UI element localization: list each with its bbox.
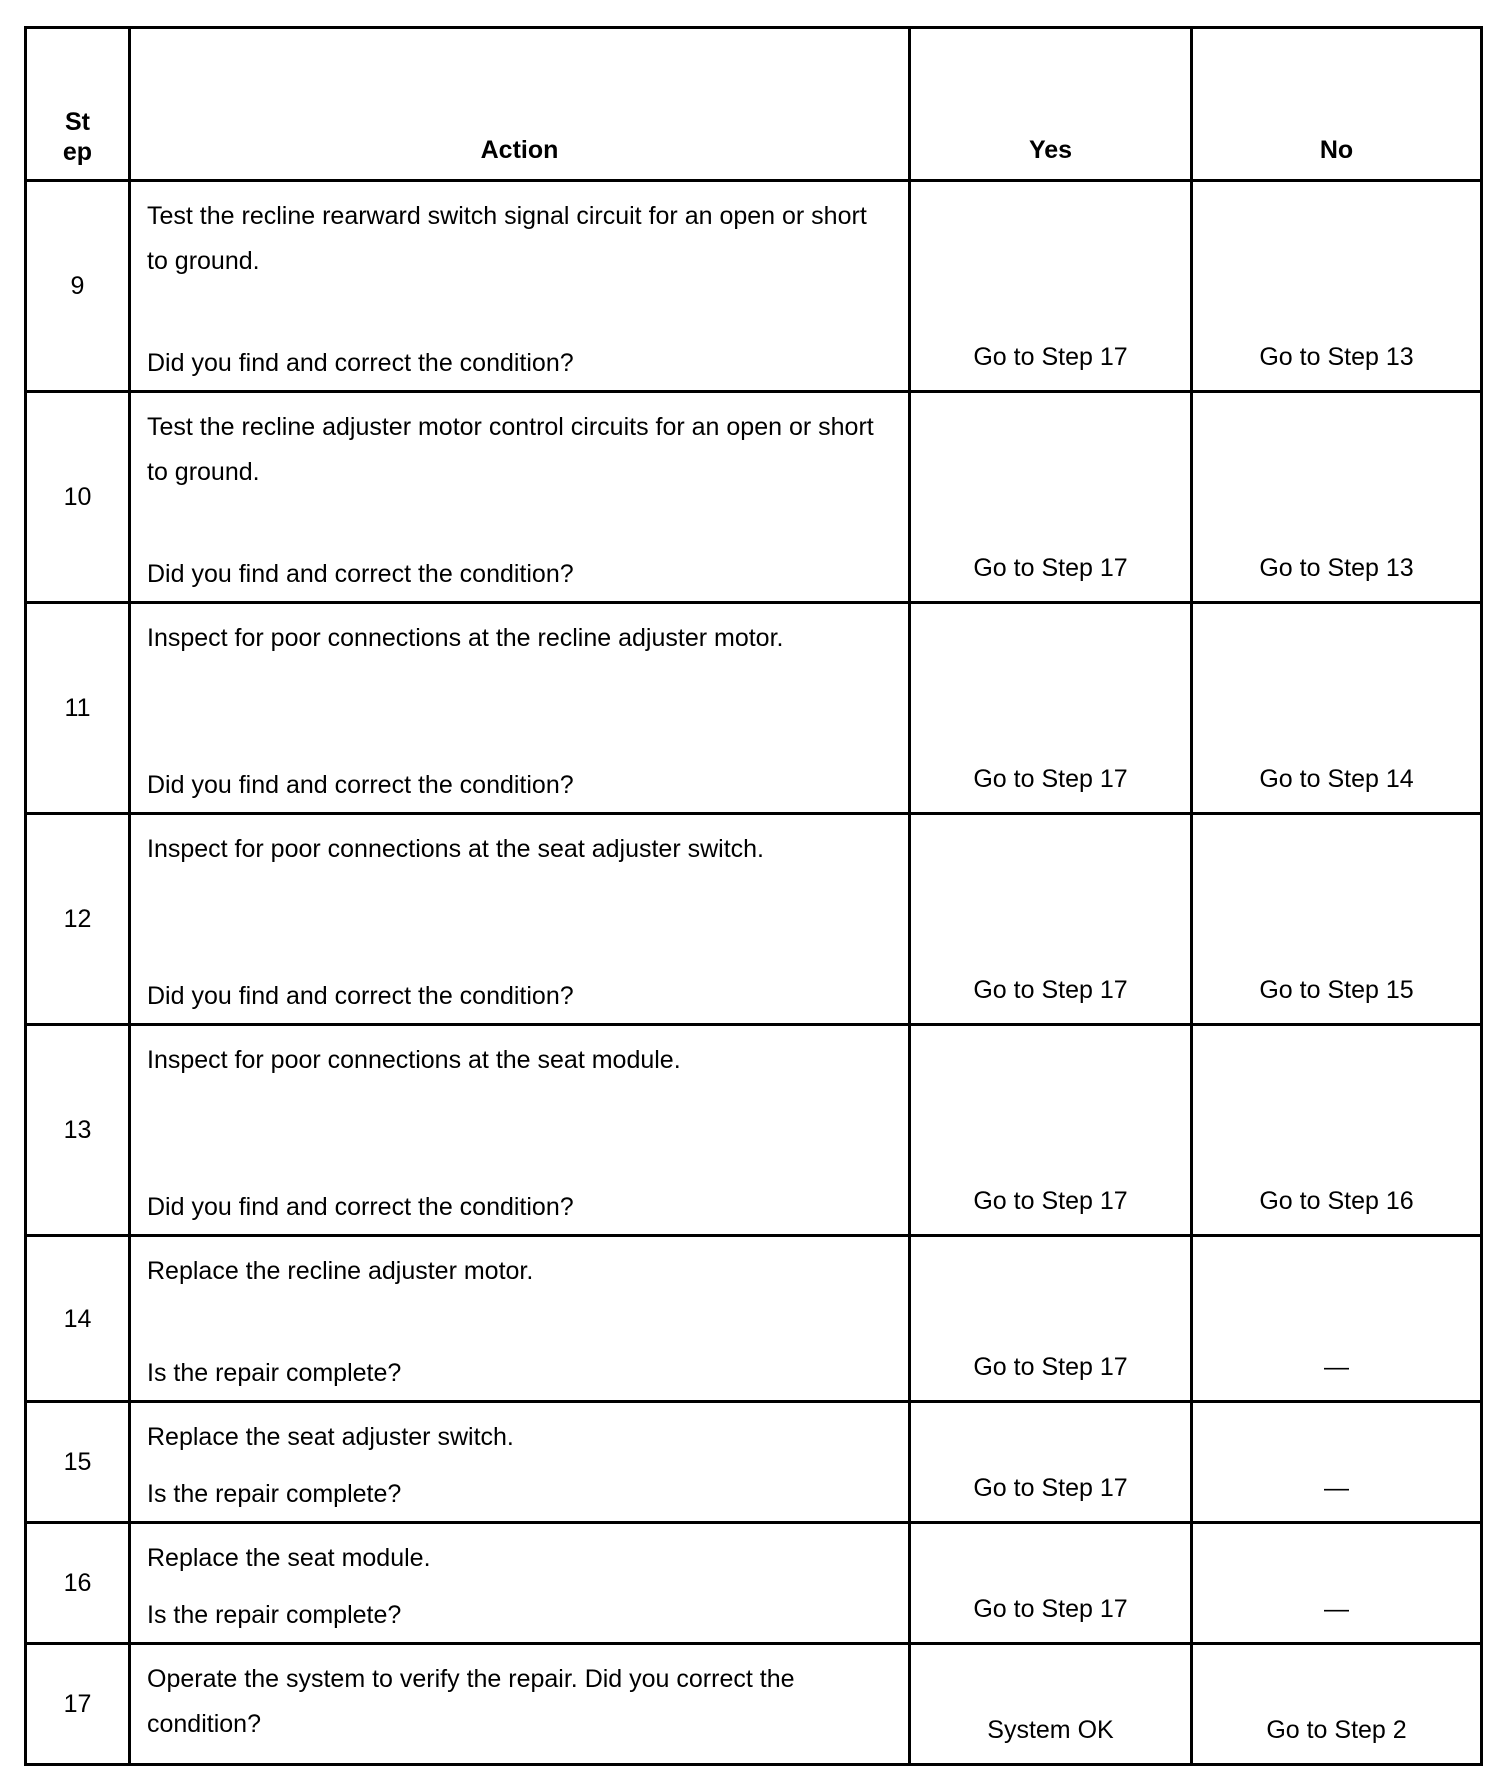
action-question: Is the repair complete? (147, 1601, 402, 1629)
header-action: Action (130, 28, 910, 181)
action-text: Replace the seat adjuster switch. (147, 1423, 514, 1451)
yes-result: Go to Step 17 (910, 1523, 1192, 1644)
header-no: No (1192, 28, 1482, 181)
yes-result: Go to Step 17 (910, 392, 1192, 603)
table-row (26, 1644, 1482, 1765)
step-number: 14 (26, 1236, 130, 1402)
action-cell (130, 1025, 910, 1236)
no-result: Go to Step 15 (1192, 814, 1482, 1025)
table-row (26, 1523, 1482, 1644)
action-question: Is the repair complete? (147, 1480, 402, 1508)
header-row (26, 28, 1482, 181)
action-question: Is the repair complete? (147, 1359, 402, 1387)
action-text: Inspect for poor connections at the seat module. (147, 1046, 681, 1074)
action-text: Inspect for poor connections at the recline adjuster motor. (147, 624, 784, 652)
yes-result: Go to Step 17 (910, 814, 1192, 1025)
header-step-line2: ep (62, 138, 93, 166)
step-number: 13 (26, 1025, 130, 1236)
no-result: Go to Step 14 (1192, 603, 1482, 814)
action-text: Replace the recline adjuster motor. (147, 1257, 534, 1285)
header-yes: Yes (910, 28, 1192, 181)
diagnostic-table (24, 26, 1483, 1766)
table-row (26, 392, 1482, 603)
step-number: 12 (26, 814, 130, 1025)
step-number: 16 (26, 1523, 130, 1644)
header-step-line1: St (65, 108, 90, 136)
table-row (26, 1236, 1482, 1402)
step-number: 17 (26, 1644, 130, 1765)
action-text: Inspect for poor connections at the seat adjuster switch. (147, 835, 765, 863)
action-text: Test the recline rearward switch signal circuit for an open or short to ground. (147, 202, 867, 275)
action-question: Did you find and correct the condition? (147, 349, 574, 377)
no-result: Go to Step 2 (1192, 1644, 1482, 1765)
no-result: — (1192, 1523, 1482, 1644)
action-cell (130, 181, 910, 392)
action-question: Did you find and correct the condition? (147, 1193, 574, 1221)
table-row (26, 814, 1482, 1025)
table-row (26, 603, 1482, 814)
yes-result: Go to Step 17 (910, 181, 1192, 392)
action-cell (130, 1236, 910, 1402)
yes-result: Go to Step 17 (910, 1402, 1192, 1523)
table-row (26, 1025, 1482, 1236)
action-cell (130, 603, 910, 814)
no-result: — (1192, 1402, 1482, 1523)
action-cell (130, 1402, 910, 1523)
step-number: 9 (26, 181, 130, 392)
yes-result: Go to Step 17 (910, 1236, 1192, 1402)
action-question: Did you find and correct the condition? (147, 771, 574, 799)
step-number: 10 (26, 392, 130, 603)
action-question: Did you find and correct the condition? (147, 982, 574, 1010)
action-cell (130, 1644, 910, 1765)
table-row (26, 181, 1482, 392)
table-row (26, 1402, 1482, 1523)
action-cell (130, 392, 910, 603)
step-number: 15 (26, 1402, 130, 1523)
no-result: — (1192, 1236, 1482, 1402)
no-result: Go to Step 13 (1192, 181, 1482, 392)
step-number: 11 (26, 603, 130, 814)
action-text: Replace the seat module. (147, 1544, 431, 1572)
action-cell (130, 1523, 910, 1644)
yes-result: Go to Step 17 (910, 603, 1192, 814)
no-result: Go to Step 16 (1192, 1025, 1482, 1236)
no-result: Go to Step 13 (1192, 392, 1482, 603)
action-question: Did you find and correct the condition? (147, 560, 574, 588)
header-step (26, 28, 130, 181)
yes-result: Go to Step 17 (910, 1025, 1192, 1236)
yes-result: System OK (910, 1644, 1192, 1765)
action-cell (130, 814, 910, 1025)
action-text: Operate the system to verify the repair. Did you correct the condition? (147, 1665, 795, 1738)
action-text: Test the recline adjuster motor control circuits for an open or short to ground. (147, 413, 874, 486)
